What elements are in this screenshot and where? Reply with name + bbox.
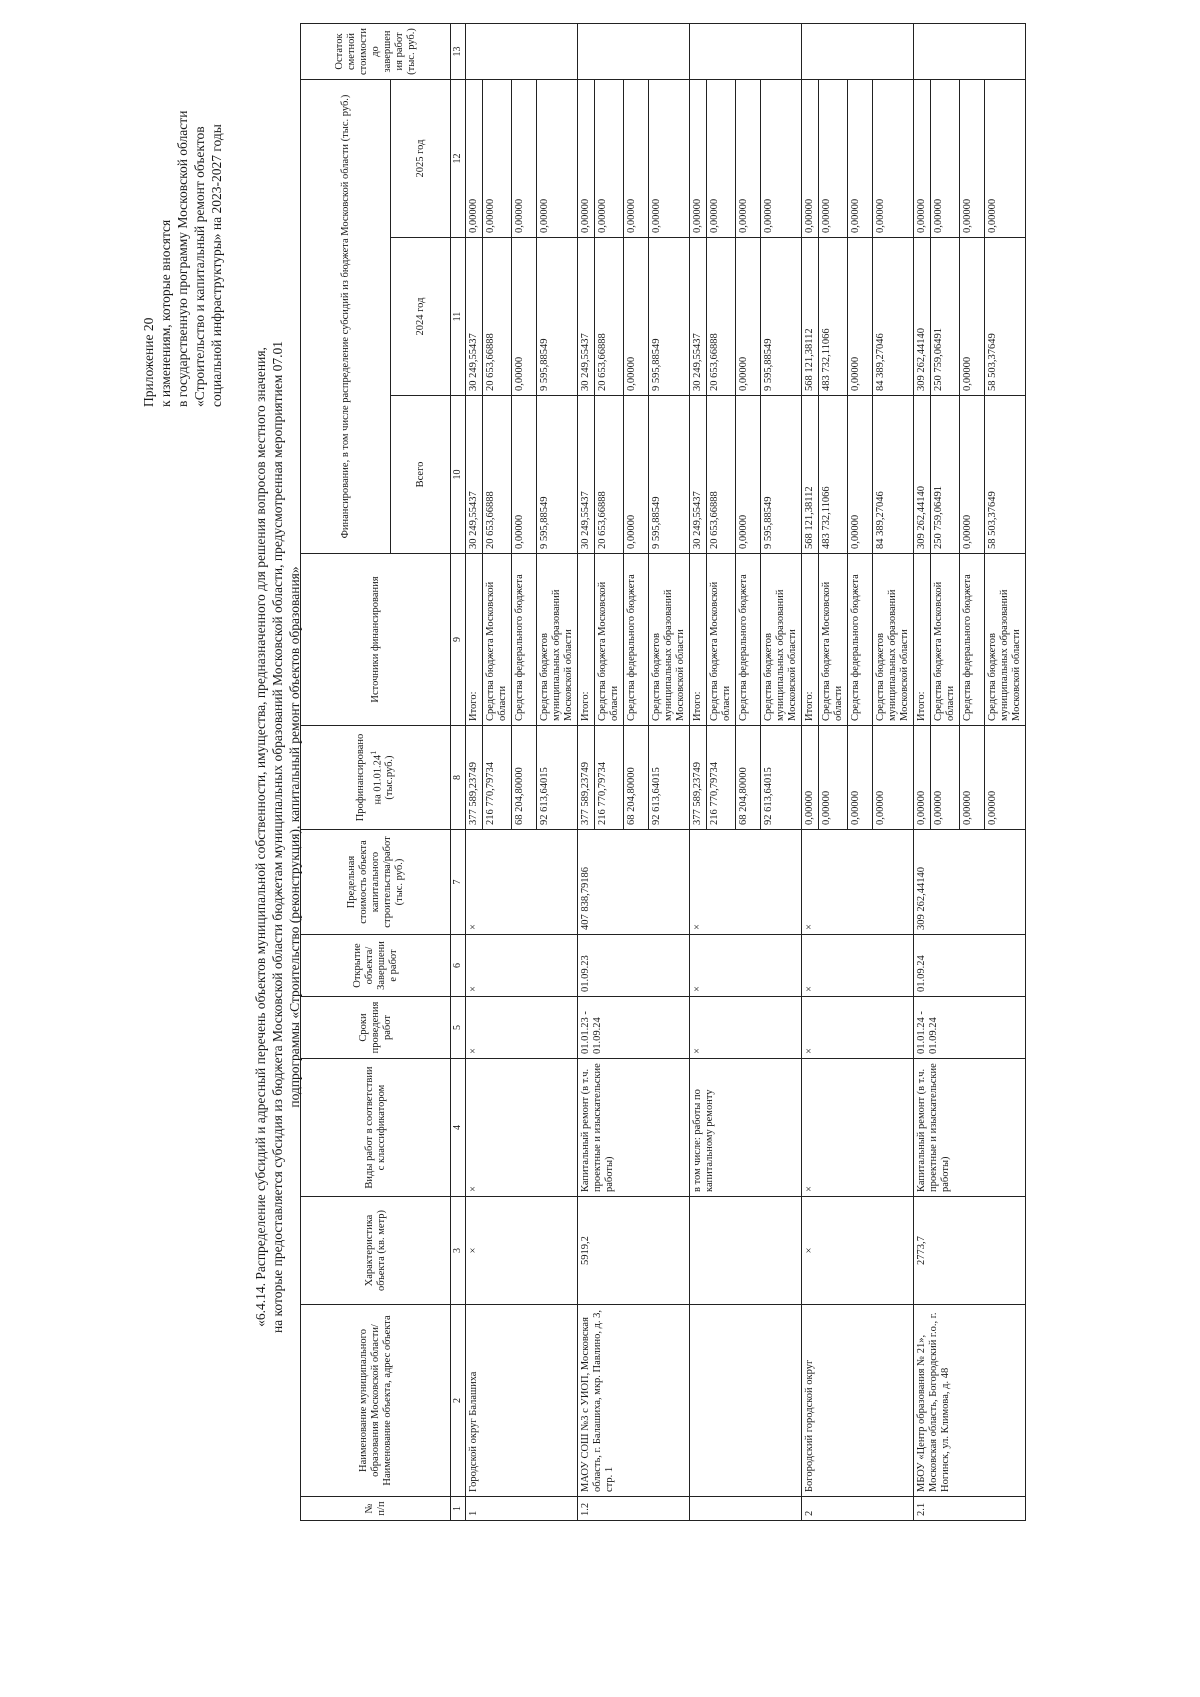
total-value: 9 595,88549 <box>537 396 578 554</box>
col-header-financed-unit: (тыс.руб.) <box>384 755 396 800</box>
funding-source: Средства бюджета Московской области <box>931 554 960 726</box>
object-name: МАОУ СОШ №3 с УИОП, Московская область, г. Балашиха, мкр. Павлино, д. 3, стр. 1 <box>578 1305 690 1497</box>
total-value: 84 389,27046 <box>873 396 914 554</box>
col-header-remaining: Остаток сметной стоимости до завершения работ (тыс. руб.) <box>301 23 451 79</box>
value-2025: 0,00000 <box>736 79 761 237</box>
value-2024: 483 732,11066 <box>819 238 848 396</box>
object-characteristic <box>690 1197 802 1305</box>
appendix-line: в государственную программу Московской области <box>175 110 190 407</box>
financed-value: 0,00000 <box>960 726 985 830</box>
value-2024: 30 249,55437 <box>466 238 483 396</box>
value-2025: 0,00000 <box>802 79 819 237</box>
financed-value: 0,00000 <box>931 726 960 830</box>
max-cost: × <box>802 830 914 935</box>
column-number: 11 <box>451 238 466 396</box>
total-value: 20 653,66888 <box>595 396 624 554</box>
table-row <box>578 23 595 1520</box>
opening-date: × <box>690 935 802 997</box>
work-type: × <box>802 1059 914 1197</box>
value-2025: 0,00000 <box>690 79 707 237</box>
total-value: 20 653,66888 <box>483 396 512 554</box>
funding-source: Средства бюджетов муниципальных образований Московской области <box>649 554 690 726</box>
object-name: Богородский городской округ <box>802 1305 914 1497</box>
col-header-characteristic: Характеристика объекта (кв. метр) <box>301 1197 451 1305</box>
funding-source: Средства федерального бюджета <box>848 554 873 726</box>
value-2025: 0,00000 <box>761 79 802 237</box>
work-type: Капитальный ремонт (в т.ч. проектные и изыскательские работы) <box>578 1059 690 1197</box>
work-terms: 01.01.24 - 01.09.24 <box>914 997 1026 1059</box>
financed-value: 216 770,79734 <box>707 726 736 830</box>
column-number: 9 <box>451 554 466 726</box>
appendix-line: к изменениям, которые вносятся <box>158 219 173 407</box>
value-2025: 0,00000 <box>819 79 848 237</box>
financed-value: 216 770,79734 <box>595 726 624 830</box>
work-type: × <box>466 1059 578 1197</box>
funding-source: Средства бюджетов муниципальных образований Московской области <box>537 554 578 726</box>
total-value: 309 262,44140 <box>914 396 931 554</box>
value-2025: 0,00000 <box>624 79 649 237</box>
opening-date: 01.09.23 <box>578 935 690 997</box>
opening-date: × <box>466 935 578 997</box>
value-2024: 0,00000 <box>736 238 761 396</box>
total-value: 0,00000 <box>848 396 873 554</box>
funding-source: Средства федерального бюджета <box>512 554 537 726</box>
remaining-value <box>914 23 1026 79</box>
financed-value: 92 613,64015 <box>761 726 802 830</box>
col-header-financed <box>301 726 451 830</box>
work-terms: × <box>690 997 802 1059</box>
total-value: 20 653,66888 <box>707 396 736 554</box>
col-header-max-cost: Предельная стоимость объекта капитального строительства/работ (тыс. руб.) <box>301 830 451 935</box>
opening-date: × <box>802 935 914 997</box>
heading-line: «6.4.14. Распределение субсидий и адресный перечень объектов муниципальной собственности, имущества, предназначенного для решения вопросов местного значения, <box>253 347 268 1327</box>
remaining-value <box>466 23 578 79</box>
work-type: в том числе: работы по капитальному ремонту <box>690 1059 802 1197</box>
col-header-work-type: Виды работ в соответствии с классификатором <box>301 1059 451 1197</box>
col-header-financed-label: Профинансировано на 01.01.24 <box>354 733 384 822</box>
value-2024: 30 249,55437 <box>690 238 707 396</box>
funding-source: Итого: <box>690 554 707 726</box>
value-2024: 250 759,06491 <box>931 238 960 396</box>
row-number: 1.2 <box>578 1497 690 1521</box>
financed-value: 0,00000 <box>819 726 848 830</box>
value-2025: 0,00000 <box>960 79 985 237</box>
table-body <box>466 23 1026 1520</box>
remaining-value <box>578 23 690 79</box>
col-header-terms: Сроки проведения работ <box>301 997 451 1059</box>
value-2025: 0,00000 <box>873 79 914 237</box>
table-row <box>466 23 483 1520</box>
work-terms: × <box>466 997 578 1059</box>
max-cost: 309 262,44140 <box>914 830 1026 935</box>
heading-line: на которые предоставляется субсидия из бюджета Московской области бюджетам муниципальных образований Московской области, предусмотренная мероприятием 07.01 <box>270 340 285 1334</box>
value-2025: 0,00000 <box>595 79 624 237</box>
total-value: 9 595,88549 <box>761 396 802 554</box>
object-characteristic: × <box>802 1197 914 1305</box>
table-row <box>690 23 707 1520</box>
object-name: МБОУ «Центр образования № 21», Московская область, Богородский г.о., г. Ногинск, ул. Климова, д. 48 <box>914 1305 1026 1497</box>
funding-source: Итого: <box>466 554 483 726</box>
row-number: 1 <box>466 1497 578 1521</box>
col-header-source: Источники финансирования <box>301 554 451 726</box>
value-2024: 20 653,66888 <box>707 238 736 396</box>
total-value: 0,00000 <box>512 396 537 554</box>
column-number: 12 <box>451 79 466 237</box>
total-value: 0,00000 <box>960 396 985 554</box>
remaining-value <box>690 23 802 79</box>
value-2024: 9 595,88549 <box>761 238 802 396</box>
value-2024: 9 595,88549 <box>537 238 578 396</box>
value-2024: 9 595,88549 <box>649 238 690 396</box>
financed-value: 68 204,80000 <box>624 726 649 830</box>
col-header-total: Всего <box>391 396 451 554</box>
financed-value: 92 613,64015 <box>537 726 578 830</box>
funding-source: Средства бюджета Московской области <box>819 554 848 726</box>
row-number: 2 <box>802 1497 914 1521</box>
col-header-2024: 2024 год <box>391 238 451 396</box>
value-2025: 0,00000 <box>512 79 537 237</box>
funding-source: Средства бюджетов муниципальных образований Московской области <box>761 554 802 726</box>
row-number: 2.1 <box>914 1497 1026 1521</box>
value-2024: 20 653,66888 <box>483 238 512 396</box>
financed-value: 0,00000 <box>873 726 914 830</box>
value-2024: 84 389,27046 <box>873 238 914 396</box>
funding-source: Средства бюджета Московской области <box>483 554 512 726</box>
column-number: 7 <box>451 830 466 935</box>
value-2024: 568 121,38112 <box>802 238 819 396</box>
value-2024: 20 653,66888 <box>595 238 624 396</box>
table-row <box>802 23 819 1520</box>
value-2024: 58 503,37649 <box>985 238 1026 396</box>
value-2024: 30 249,55437 <box>578 238 595 396</box>
total-value: 9 595,88549 <box>649 396 690 554</box>
col-header-opening: Открытие объекта/ Завершение работ <box>301 935 451 997</box>
column-number: 5 <box>451 997 466 1059</box>
total-value: 30 249,55437 <box>466 396 483 554</box>
max-cost: × <box>466 830 578 935</box>
funding-source: Средства бюджета Московской области <box>707 554 736 726</box>
value-2025: 0,00000 <box>707 79 736 237</box>
total-value: 30 249,55437 <box>578 396 595 554</box>
value-2025: 0,00000 <box>537 79 578 237</box>
column-number: 4 <box>451 1059 466 1197</box>
object-name: Городской округ Балашиха <box>466 1305 578 1497</box>
value-2025: 0,00000 <box>483 79 512 237</box>
footnote-mark: 1 <box>367 750 378 755</box>
work-type: Капитальный ремонт (в т.ч. проектные и изыскательские работы) <box>914 1059 1026 1197</box>
value-2024: 0,00000 <box>848 238 873 396</box>
total-value: 58 503,37649 <box>985 396 1026 554</box>
column-number: 1 <box>451 1497 466 1521</box>
opening-date: 01.09.24 <box>914 935 1026 997</box>
col-header-2025: 2025 год <box>391 79 451 237</box>
value-2024: 0,00000 <box>512 238 537 396</box>
value-2024: 0,00000 <box>960 238 985 396</box>
total-value: 0,00000 <box>624 396 649 554</box>
value-2025: 0,00000 <box>578 79 595 237</box>
total-value: 250 759,06491 <box>931 396 960 554</box>
total-value: 0,00000 <box>736 396 761 554</box>
funding-source: Средства федерального бюджета <box>736 554 761 726</box>
remaining-value <box>802 23 914 79</box>
value-2025: 0,00000 <box>931 79 960 237</box>
funding-source: Средства бюджетов муниципальных образований Московской области <box>873 554 914 726</box>
column-number: 3 <box>451 1197 466 1305</box>
total-value: 30 249,55437 <box>690 396 707 554</box>
value-2025: 0,00000 <box>649 79 690 237</box>
value-2025: 0,00000 <box>466 79 483 237</box>
col-header-num: № п/п <box>301 1497 451 1521</box>
financed-value: 377 589,23749 <box>578 726 595 830</box>
heading-line: подпрограммы «Строительство (реконструкция), капитальный ремонт объектов образования» <box>287 566 302 1108</box>
financed-value: 68 204,80000 <box>736 726 761 830</box>
col-header-name: Наименование муниципального образования Московской области/ Наименование объекта, адрес объекта <box>301 1305 451 1497</box>
funding-source: Итого: <box>914 554 931 726</box>
financed-value: 377 589,23749 <box>690 726 707 830</box>
work-terms: 01.01.23 - 01.09.24 <box>578 997 690 1059</box>
funding-source: Итого: <box>802 554 819 726</box>
col-header-financing: Финансирование, в том числе распределение субсидий из бюджета Московской области (тыс. руб.) <box>301 79 391 553</box>
value-2025: 0,00000 <box>985 79 1026 237</box>
work-terms: × <box>802 997 914 1059</box>
subsidy-table <box>300 23 1026 1521</box>
financed-value: 0,00000 <box>985 726 1026 830</box>
object-characteristic: × <box>466 1197 578 1305</box>
object-characteristic: 2773,7 <box>914 1197 1026 1305</box>
column-number: 6 <box>451 935 466 997</box>
max-cost: 407 838,79186 <box>578 830 690 935</box>
funding-source: Средства федерального бюджета <box>624 554 649 726</box>
financed-value: 377 589,23749 <box>466 726 483 830</box>
column-numbers-row <box>451 23 466 1520</box>
value-2025: 0,00000 <box>848 79 873 237</box>
column-number: 2 <box>451 1305 466 1497</box>
funding-source: Средства бюджета Московской области <box>595 554 624 726</box>
value-2025: 0,00000 <box>914 79 931 237</box>
funding-source: Итого: <box>578 554 595 726</box>
financed-value: 92 613,64015 <box>649 726 690 830</box>
financed-value: 0,00000 <box>848 726 873 830</box>
financed-value: 0,00000 <box>802 726 819 830</box>
value-2024: 309 262,44140 <box>914 238 931 396</box>
table-row <box>914 23 931 1520</box>
column-number: 13 <box>451 23 466 79</box>
object-characteristic: 5919,2 <box>578 1197 690 1305</box>
table-heading <box>252 147 303 1527</box>
financed-value: 68 204,80000 <box>512 726 537 830</box>
column-number: 10 <box>451 396 466 554</box>
max-cost: × <box>690 830 802 935</box>
value-2024: 0,00000 <box>624 238 649 396</box>
financed-value: 0,00000 <box>914 726 931 830</box>
funding-source: Средства федерального бюджета <box>960 554 985 726</box>
appendix-line: социальной инфраструктуры» на 2023-2027 годы <box>209 124 224 407</box>
column-number: 8 <box>451 726 466 830</box>
object-name <box>690 1305 802 1497</box>
row-number <box>690 1497 802 1521</box>
total-value: 483 732,11066 <box>819 396 848 554</box>
financed-value: 216 770,79734 <box>483 726 512 830</box>
appendix-line: Приложение 20 <box>141 317 156 407</box>
funding-source: Средства бюджетов муниципальных образований Московской области <box>985 554 1026 726</box>
appendix-line: «Строительство и капитальный ремонт объектов <box>192 126 207 407</box>
appendix-note <box>140 47 225 407</box>
total-value: 568 121,38112 <box>802 396 819 554</box>
